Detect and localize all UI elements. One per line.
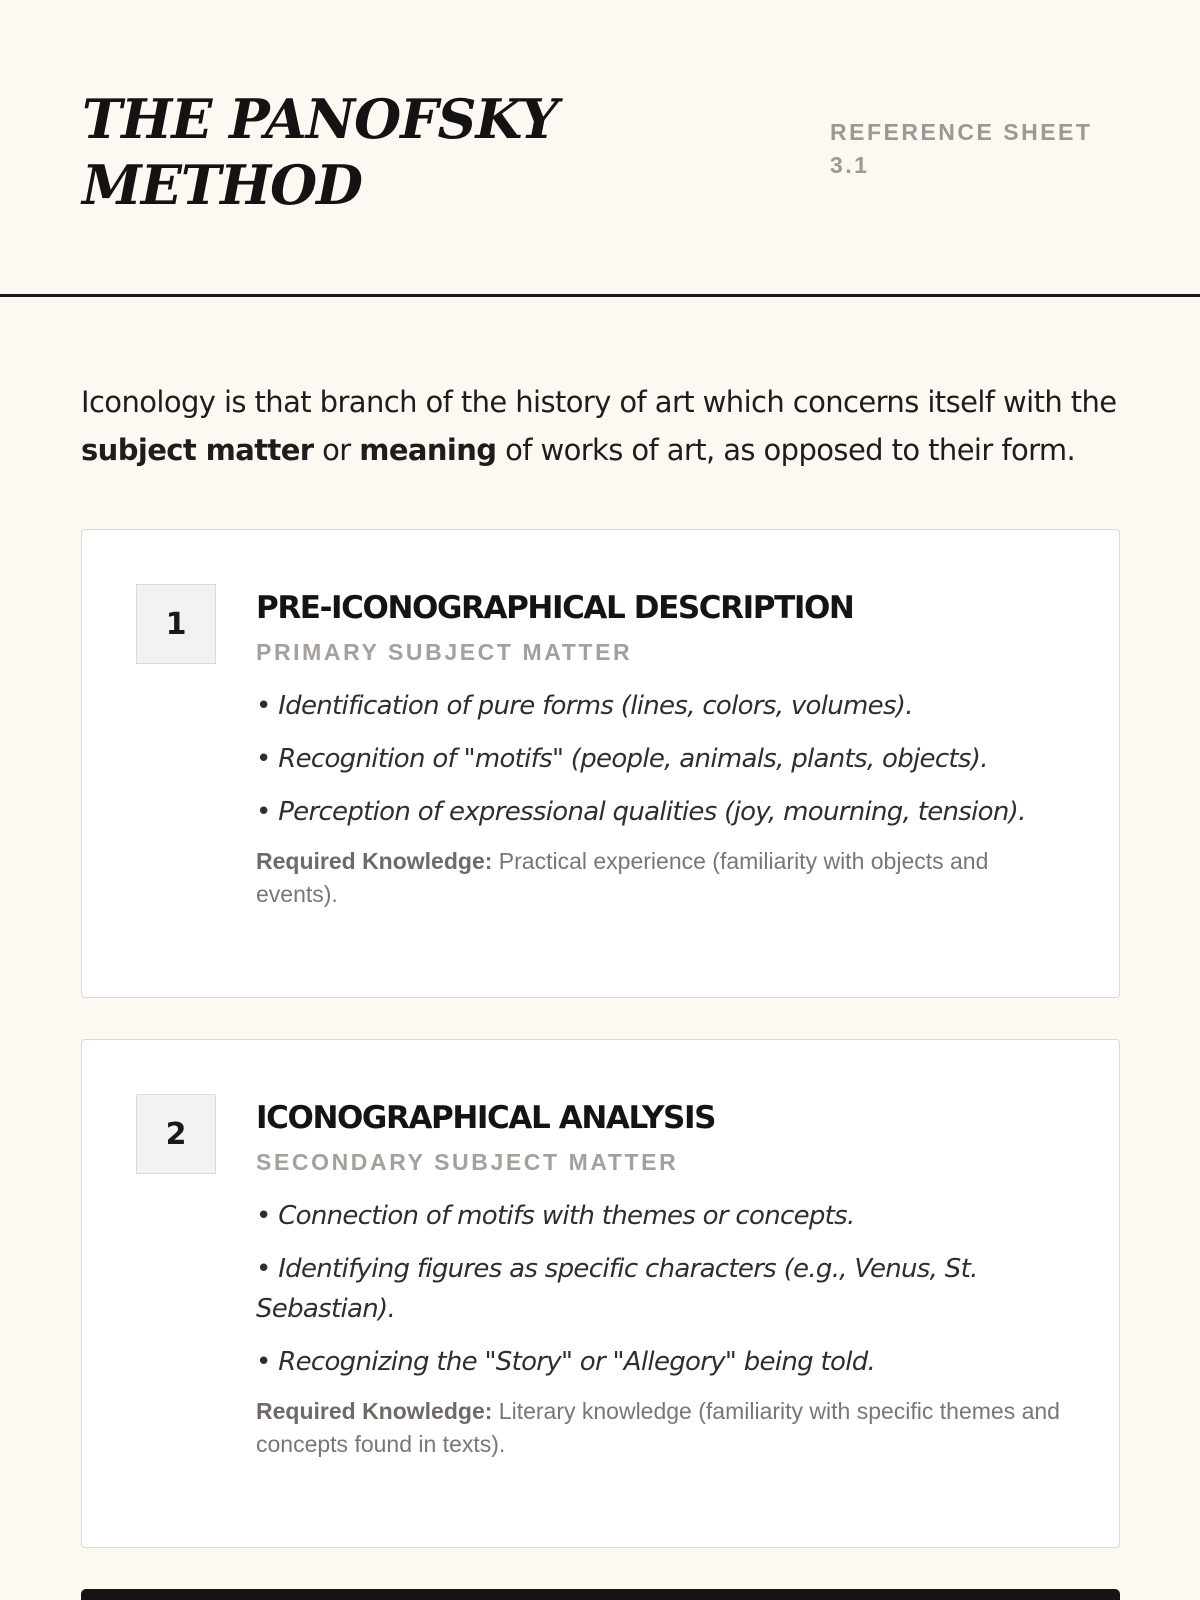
step-point: • Recognizing the "Story" or "Allegory" being told. [256,1347,876,1377]
step-subtitle: PRIMARY SUBJECT MATTER [256,639,633,665]
step-title: ICONOGRAPHICAL ANALYSIS [256,1100,716,1136]
step-number-badge: 2 [136,1094,216,1174]
intro-text-start: Iconology is that branch of the history of art which concerns itself with the [81,385,1117,419]
required-knowledge-label: Required Knowledge: [256,848,493,874]
intro-text-middle: or [313,433,360,467]
intro-emphasis-meaning: meaning [359,433,497,467]
step-number-badge: 1 [136,584,216,664]
step-point: • Recognition of "motifs" (people, animals, plants, objects). [256,744,988,774]
intro-paragraph [81,378,1141,474]
step-card-body [256,1096,1076,1461]
required-knowledge-label: Required Knowledge: [256,1398,493,1424]
required-knowledge [256,845,1076,911]
step-subtitle: SECONDARY SUBJECT MATTER [256,1149,679,1175]
step-points-list [256,1196,1076,1382]
page-header [0,0,1200,297]
step-card-pre-iconographical [81,529,1120,998]
intro-text-end: of works of art, as opposed to their form. [496,433,1076,467]
step-point: • Perception of expressional qualities (joy, mourning, tension). [256,797,1026,827]
page-title: THE PANOFSKY METHOD [82,87,558,217]
next-card-edge [81,1589,1120,1600]
step-point: • Identification of pure forms (lines, colors, volumes). [256,691,913,721]
step-points-list [256,686,1076,832]
required-knowledge-text: Practical experience (familiarity with objects and events). [256,848,989,907]
required-knowledge-text: Literary knowledge (familiarity with specific themes and concepts found in texts). [256,1398,1060,1457]
step-point: • Identifying figures as specific characters (e.g., Venus, St. Sebastian). [256,1254,978,1324]
step-card-iconographical [81,1039,1120,1548]
step-point: • Connection of motifs with themes or concepts. [256,1201,855,1231]
step-card-body [256,586,1076,911]
reference-sheet-label: REFERENCE SHEET 3.1 [830,119,1093,178]
step-title: PRE-ICONOGRAPHICAL DESCRIPTION [256,590,854,626]
intro-emphasis-subject-matter: subject matter [81,433,314,467]
required-knowledge [256,1395,1076,1461]
